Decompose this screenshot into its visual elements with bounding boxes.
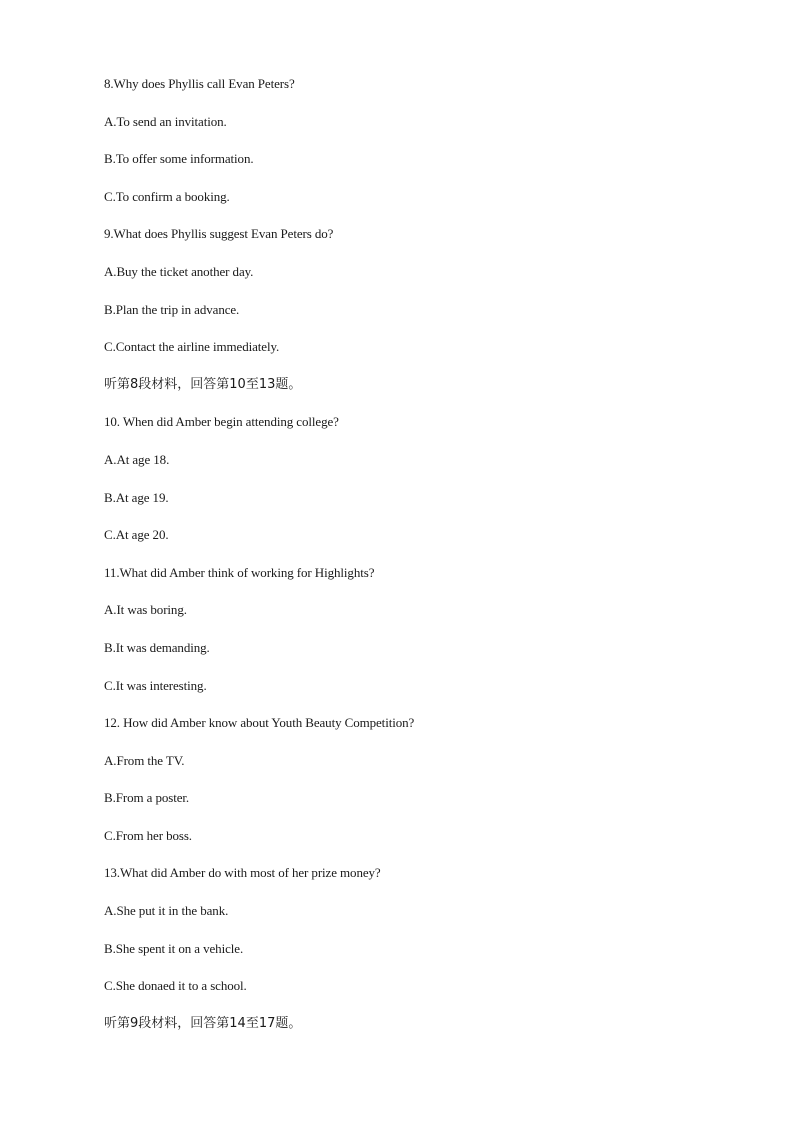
question-11-option-c: C.It was interesting.: [104, 677, 207, 693]
question-8-option-c: C.To confirm a booking.: [104, 188, 230, 204]
question-13: 13.What did Amber do with most of her prize money?: [104, 865, 381, 881]
question-10-option-c: C.At age 20.: [104, 527, 169, 543]
question-12-option-b: B.From a poster.: [104, 790, 190, 806]
question-8-option-b: B.To offer some information.: [104, 151, 254, 167]
question-9-option-c: C.Contact the airline immediately.: [104, 339, 280, 355]
question-11-option-a: A.It was boring.: [104, 602, 187, 618]
question-11-option-b: B.It was demanding.: [104, 639, 210, 655]
question-13-option-a: A.She put it in the bank.: [104, 903, 229, 919]
question-9-option-a: A.Buy the ticket another day.: [104, 263, 254, 279]
question-13-option-c: C.She donaed it to a school.: [104, 978, 247, 994]
section-heading-9: 听第9段材料，回答第14至17题。: [104, 1015, 302, 1031]
question-9: 9.What does Phyllis suggest Evan Peters do?: [104, 226, 334, 242]
question-10-option-b: B.At age 19.: [104, 489, 169, 505]
question-13-option-b: B.She spent it on a vehicle.: [104, 940, 244, 956]
question-12-option-a: A.From the TV.: [104, 752, 185, 768]
question-10-option-a: A.At age 18.: [104, 451, 170, 467]
section-heading-8: 听第8段材料，回答第10至13题。: [104, 376, 302, 392]
question-8-option-a: A.To send an invitation.: [104, 113, 227, 129]
question-9-option-b: B.Plan the trip in advance.: [104, 301, 240, 317]
question-12-option-c: C.From her boss.: [104, 827, 192, 843]
question-11: 11.What did Amber think of working for Highlights?: [104, 564, 375, 580]
question-8: 8.Why does Phyllis call Evan Peters?: [104, 76, 295, 91]
document-page: [104, 74, 724, 1051]
question-12: 12. How did Amber know about Youth Beauty Competition?: [104, 715, 415, 731]
question-10: 10. When did Amber begin attending college?: [104, 414, 339, 430]
